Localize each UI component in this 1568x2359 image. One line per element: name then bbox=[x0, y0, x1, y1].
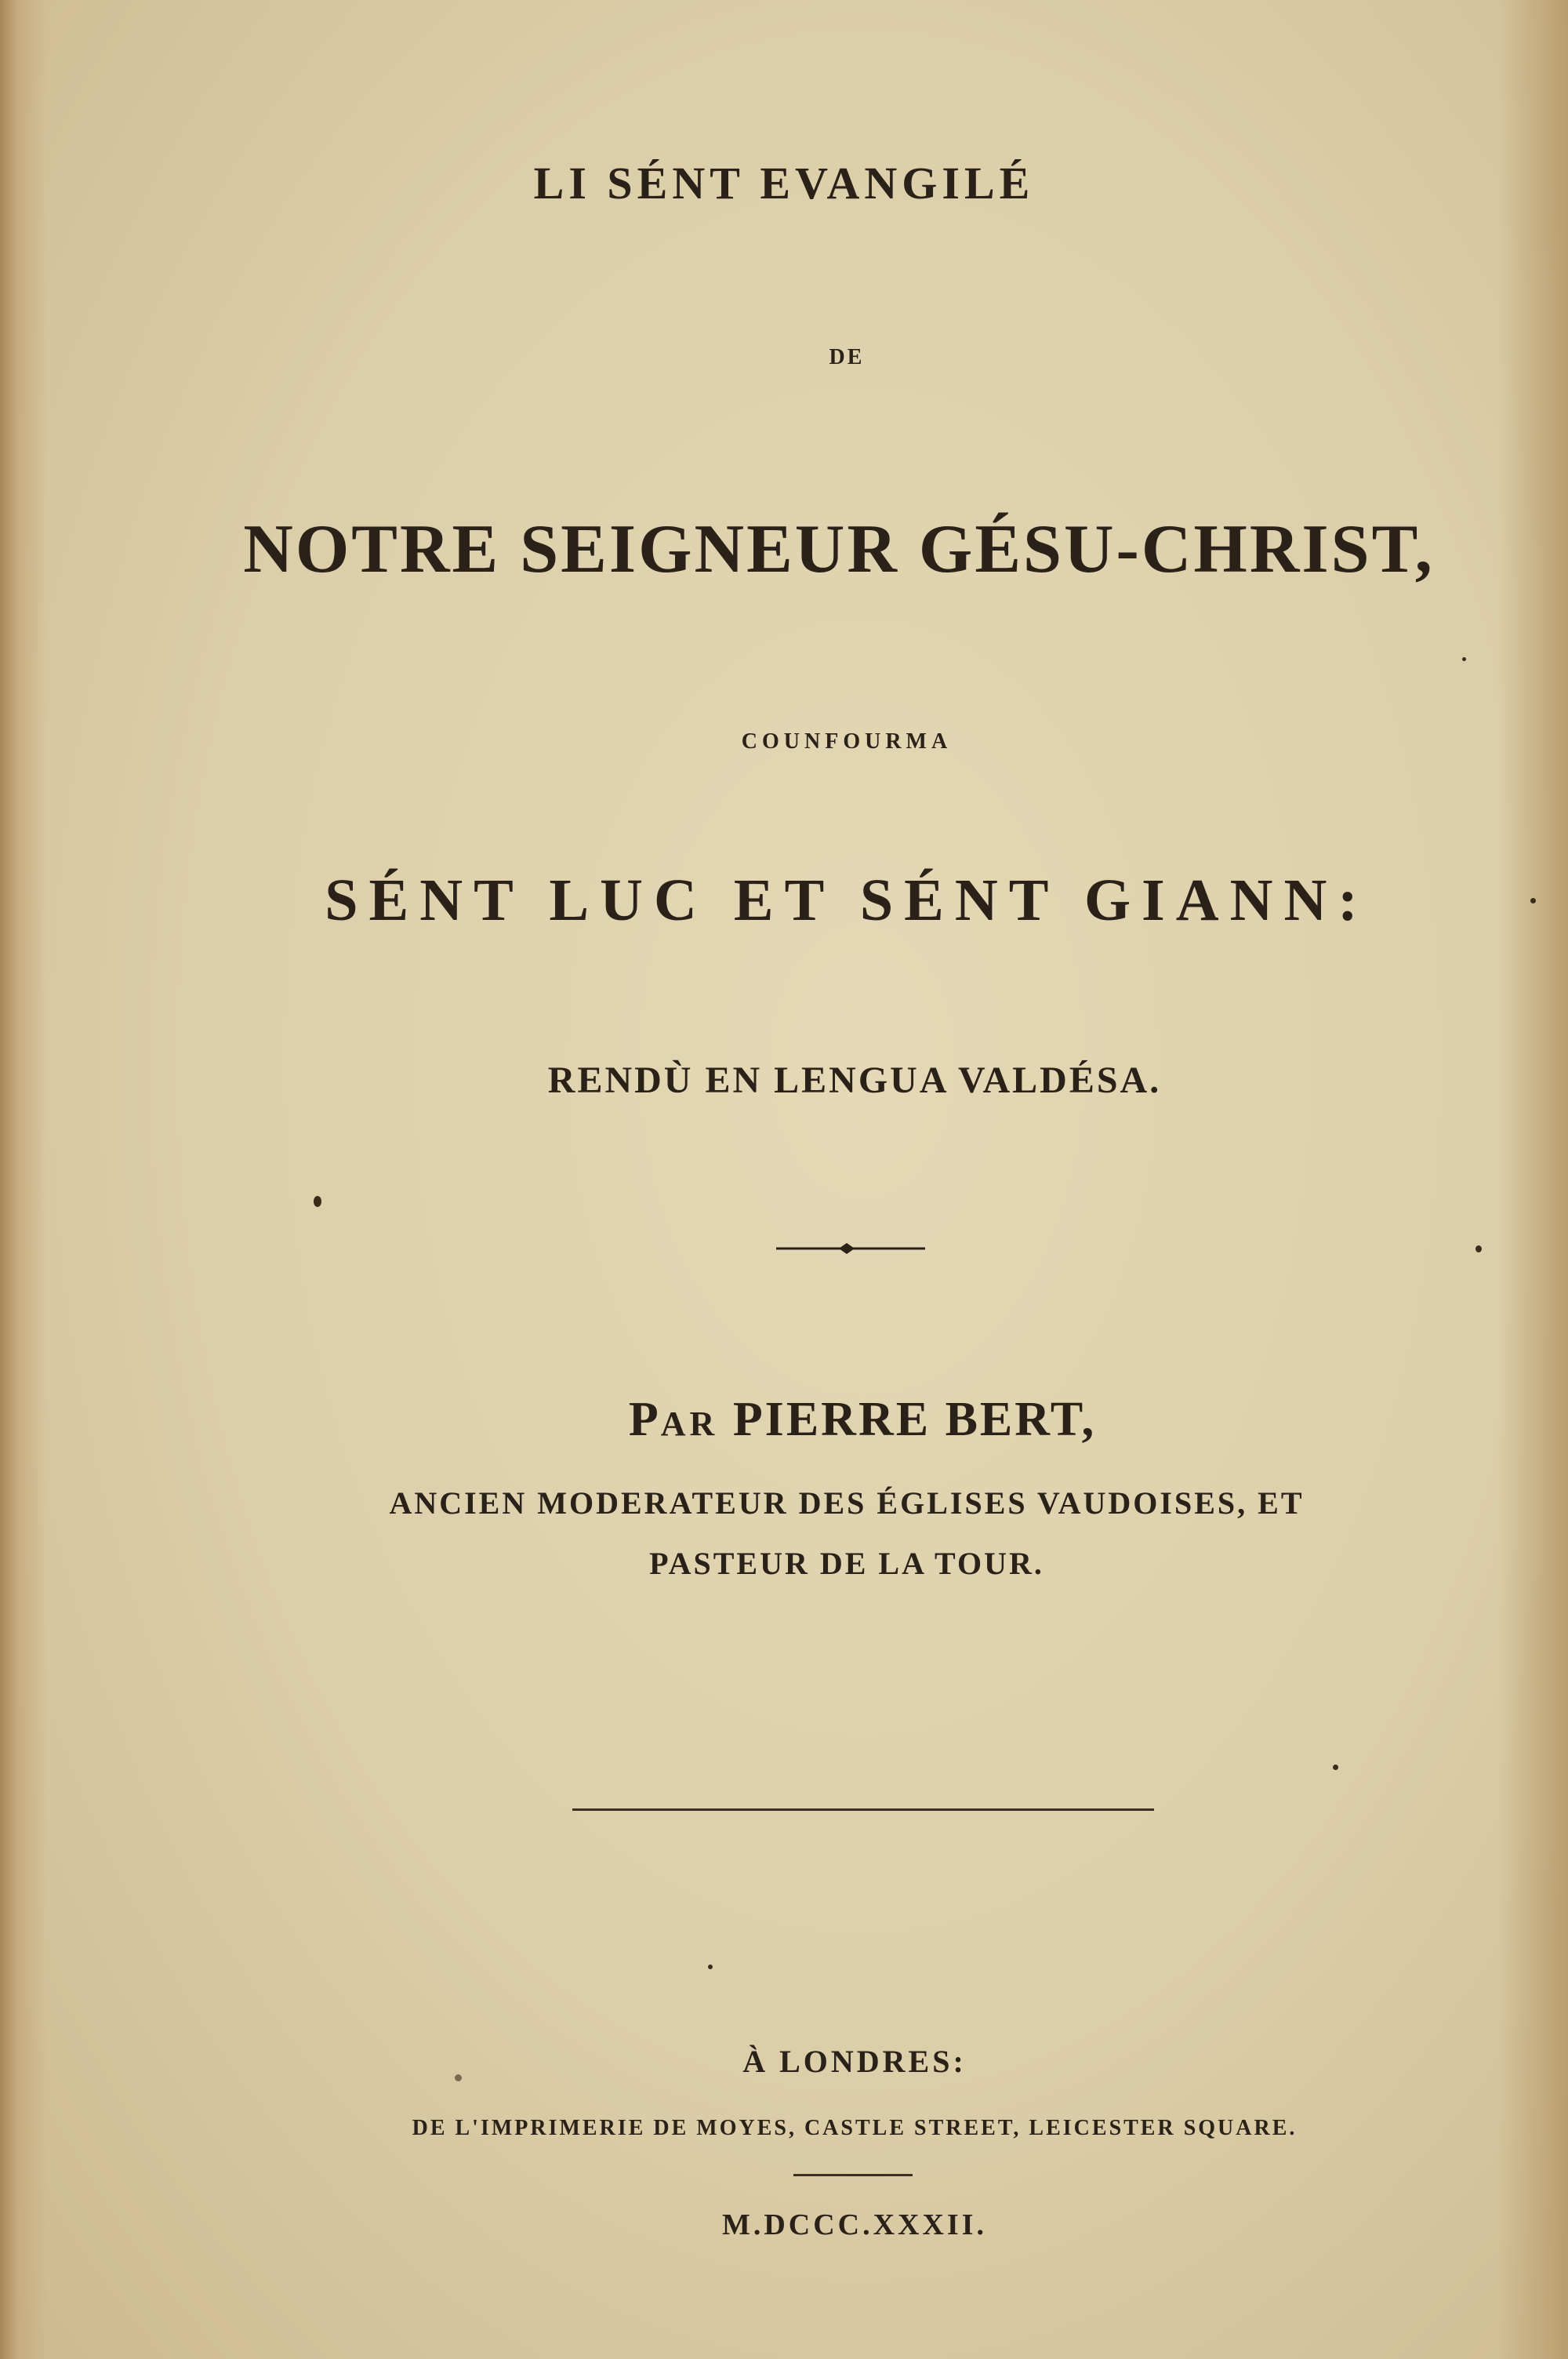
title-language: RENDÙ EN LENGUA VALDÉSA. bbox=[547, 1060, 1162, 1101]
divider-rule bbox=[572, 1808, 1154, 1811]
ink-speck bbox=[1530, 898, 1536, 903]
imprint-date: M.DCCC.XXXII. bbox=[721, 2208, 988, 2241]
author-prefix-rest: AR bbox=[660, 1405, 719, 1443]
ink-speck bbox=[314, 1196, 321, 1207]
author-prefix-initial: P bbox=[628, 1393, 661, 1446]
ink-speck bbox=[455, 2074, 462, 2081]
title-line-counfourma: COUNFOURMA bbox=[741, 729, 953, 754]
author-line bbox=[78, 1392, 1568, 1448]
title-evangelists: SÉNT LUC ET SÉNT GIANN: bbox=[325, 867, 1369, 933]
imprint-printer: DE L'IMPRIMERIE DE MOYES, CASTLE STREET, LEICESTER SQUARE. bbox=[412, 2116, 1298, 2140]
ink-speck bbox=[708, 1965, 713, 1969]
imprint-place: À LONDRES: bbox=[742, 2044, 967, 2079]
ink-speck bbox=[1462, 657, 1466, 661]
title-line-1: LI SÉNT EVANGILÉ bbox=[533, 158, 1035, 209]
ink-speck bbox=[1333, 1765, 1338, 1770]
ink-speck bbox=[1475, 1245, 1482, 1252]
date-rule bbox=[793, 2174, 913, 2176]
page-edge-left bbox=[0, 0, 47, 2359]
author-title-1: ANCIEN MODERATEUR DES ÉGLISES VAUDOISES, ET bbox=[389, 1485, 1305, 1521]
title-line-de: DE bbox=[829, 345, 865, 369]
author-title-2: PASTEUR DE LA TOUR. bbox=[649, 1546, 1044, 1581]
title-main: NOTRE SEIGNEUR GÉSU-CHRIST, bbox=[243, 511, 1435, 587]
ornament-rule-icon bbox=[776, 1239, 925, 1258]
author-name: PIERRE BERT, bbox=[732, 1393, 1097, 1446]
